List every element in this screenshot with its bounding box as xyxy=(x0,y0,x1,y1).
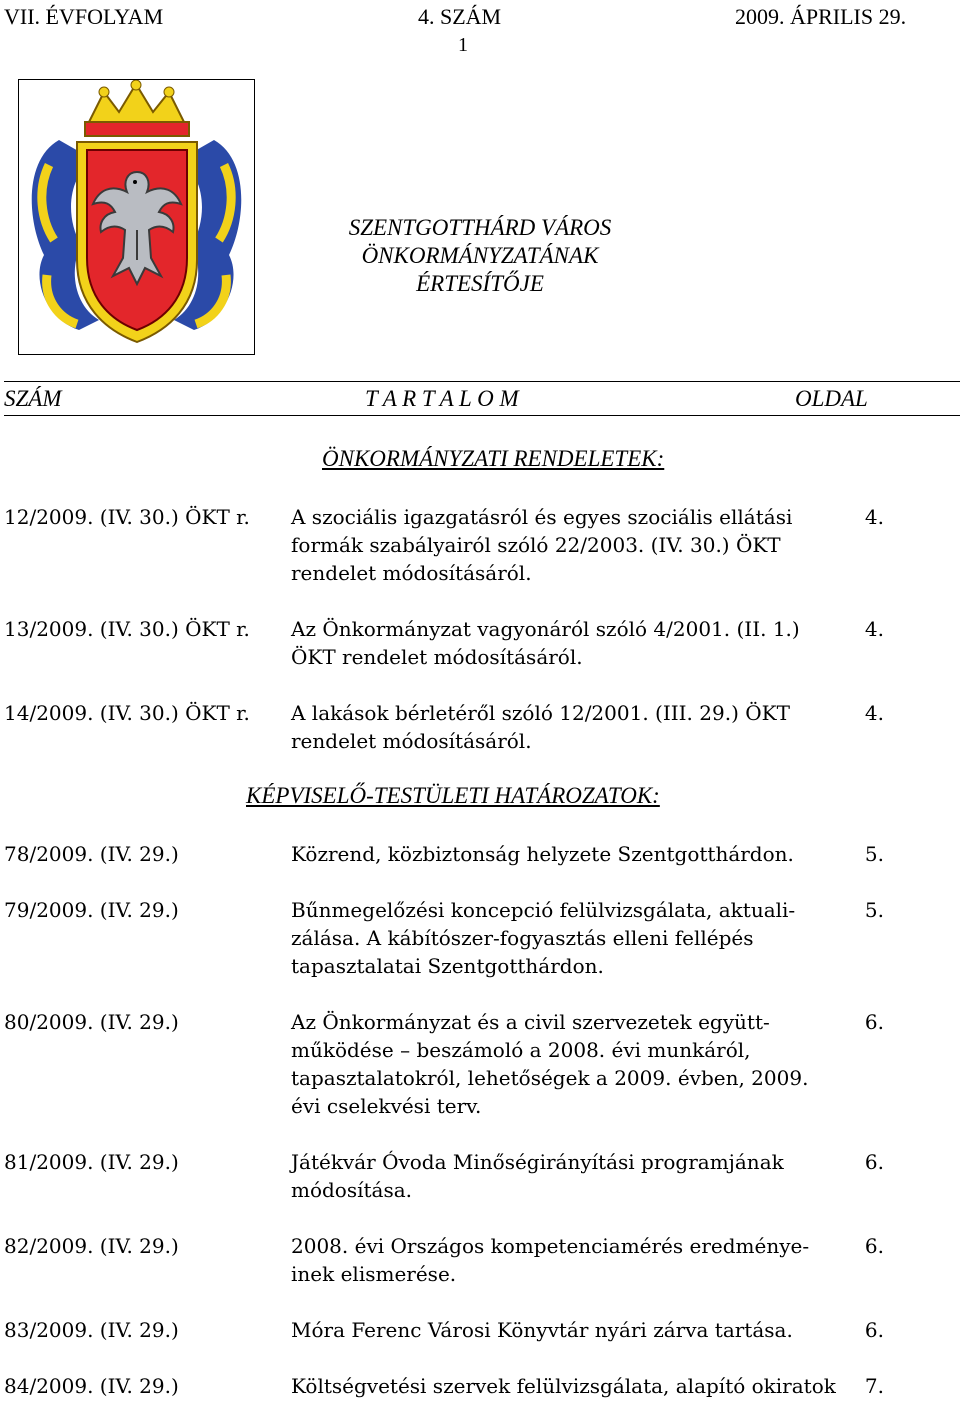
toc-row-title-line: rendelet módosításáról. xyxy=(291,729,532,753)
toc-row-title xyxy=(291,1148,811,1204)
toc-row-title-line: Móra Ferenc Városi Könyvtár nyári zárva tartása. xyxy=(291,1318,793,1342)
page-number: 1 xyxy=(458,34,468,56)
masthead-line-1: SZENTGOTTHÁRD VÁROS xyxy=(348,215,612,240)
toc-row-title xyxy=(291,1008,811,1120)
toc-row-page: 6. xyxy=(864,1150,884,1174)
toc-contents-column-header: T A R T A L O M xyxy=(365,386,519,411)
toc-row-title-line: működése – beszámoló a 2008. évi munkáról, xyxy=(291,1038,751,1062)
toc-row-title-line: Költségvetési szervek felülvizsgálata, alapító okiratok xyxy=(291,1374,836,1398)
running-header xyxy=(4,4,956,30)
masthead-line-2: ÖNKORMÁNYZATÁNAK xyxy=(361,243,599,268)
toc-row-title-line: zálása. A kábítószer-fogyasztás elleni fellépés xyxy=(291,926,754,950)
toc-row-number: 82/2009. (IV. 29.) xyxy=(4,1234,179,1258)
toc-row-title-line: inek elismerése. xyxy=(291,1262,457,1286)
toc-row-title-line: rendelet módosításáról. xyxy=(291,561,532,585)
toc-row-title xyxy=(291,896,811,980)
toc-row-number: 81/2009. (IV. 29.) xyxy=(4,1150,179,1174)
toc-row-title-line: Az Önkormányzat vagyonáról szóló 4/2001. (II. 1.) xyxy=(291,617,800,641)
toc-row-page: 7. xyxy=(864,1374,884,1398)
toc-row-title-line: Bűnmegelőzési koncepció felülvizsgálata, aktuali- xyxy=(291,898,796,922)
toc-number-column-header: SZÁM xyxy=(4,386,62,411)
toc-row-number: 84/2009. (IV. 29.) xyxy=(4,1374,179,1398)
toc-row-title xyxy=(291,615,811,671)
toc-row-title-line: 2008. évi Országos kompetenciamérés eredménye- xyxy=(291,1234,810,1258)
toc-row-title xyxy=(291,840,811,868)
toc-row-title xyxy=(291,699,811,755)
toc-row-number: 12/2009. (IV. 30.) ÖKT r. xyxy=(4,505,250,529)
toc-row-page: 5. xyxy=(864,842,884,866)
toc-row-title xyxy=(291,1372,836,1400)
coat-of-arms xyxy=(18,79,255,355)
volume-label: VII. ÉVFOLYAM xyxy=(4,4,164,29)
toc-row-number: 80/2009. (IV. 29.) xyxy=(4,1010,179,1034)
toc-row-title-line: ÖKT rendelet módosításáról. xyxy=(291,645,583,669)
toc-row-title-line: A lakások bérletéről szóló 12/2001. (III. 29.) ÖKT xyxy=(291,701,790,725)
toc-row-number: 14/2009. (IV. 30.) ÖKT r. xyxy=(4,701,250,725)
toc-row-title-line: A szociális igazgatásról és egyes szociális ellátási xyxy=(291,505,793,529)
toc-row-number: 83/2009. (IV. 29.) xyxy=(4,1318,179,1342)
toc-row-page: 5. xyxy=(864,898,884,922)
coat-of-arms-icon xyxy=(19,80,254,354)
toc-row-page: 4. xyxy=(864,505,884,529)
toc-row-page: 6. xyxy=(864,1010,884,1034)
issue-label: 4. SZÁM xyxy=(418,4,502,29)
toc-row-number: 79/2009. (IV. 29.) xyxy=(4,898,179,922)
toc-top-rule xyxy=(4,381,960,382)
toc-row-title-line: módosítása. xyxy=(291,1178,413,1202)
toc-row-page: 6. xyxy=(864,1234,884,1258)
toc-row-title-line: formák szabályairól szóló 22/2003. (IV. 30.) ÖKT xyxy=(291,533,781,557)
section-heading-regulations: ÖNKORMÁNYZATI RENDELETEK: xyxy=(322,446,665,471)
toc-row-page: 4. xyxy=(864,617,884,641)
toc-row-title-line: Játékvár Óvoda Minőségirányítási programjának xyxy=(291,1150,784,1174)
toc-row-number: 13/2009. (IV. 30.) ÖKT r. xyxy=(4,617,250,641)
toc-row-title-line: tapasztalatai Szentgotthárdon. xyxy=(291,954,604,978)
toc-row-title xyxy=(291,1232,811,1288)
toc-row-number: 78/2009. (IV. 29.) xyxy=(4,842,179,866)
toc-header xyxy=(4,386,880,414)
toc-row-title-line: tapasztalatokról, lehetőségek a 2009. évben, 2009. xyxy=(291,1066,809,1090)
toc-row-title xyxy=(291,1316,811,1344)
toc-row-title-line: Közrend, közbiztonság helyzete Szentgotthárdon. xyxy=(291,842,794,866)
section-heading-resolutions: KÉPVISELŐ-TESTÜLETI HATÁROZATOK: xyxy=(246,783,660,808)
toc-page-column-header: OLDAL xyxy=(795,386,868,411)
toc-row-page: 4. xyxy=(864,701,884,725)
toc-row-title-line: évi cselekvési terv. xyxy=(291,1094,482,1118)
toc-row-page: 6. xyxy=(864,1318,884,1342)
toc-row-title xyxy=(291,503,811,587)
masthead-line-3: ÉRTESÍTŐJE xyxy=(416,271,544,296)
date-label: 2009. ÁPRILIS 29. xyxy=(735,4,907,29)
toc-bottom-rule xyxy=(4,415,960,416)
toc-row-title-line: Az Önkormányzat és a civil szervezetek együtt- xyxy=(291,1010,770,1034)
